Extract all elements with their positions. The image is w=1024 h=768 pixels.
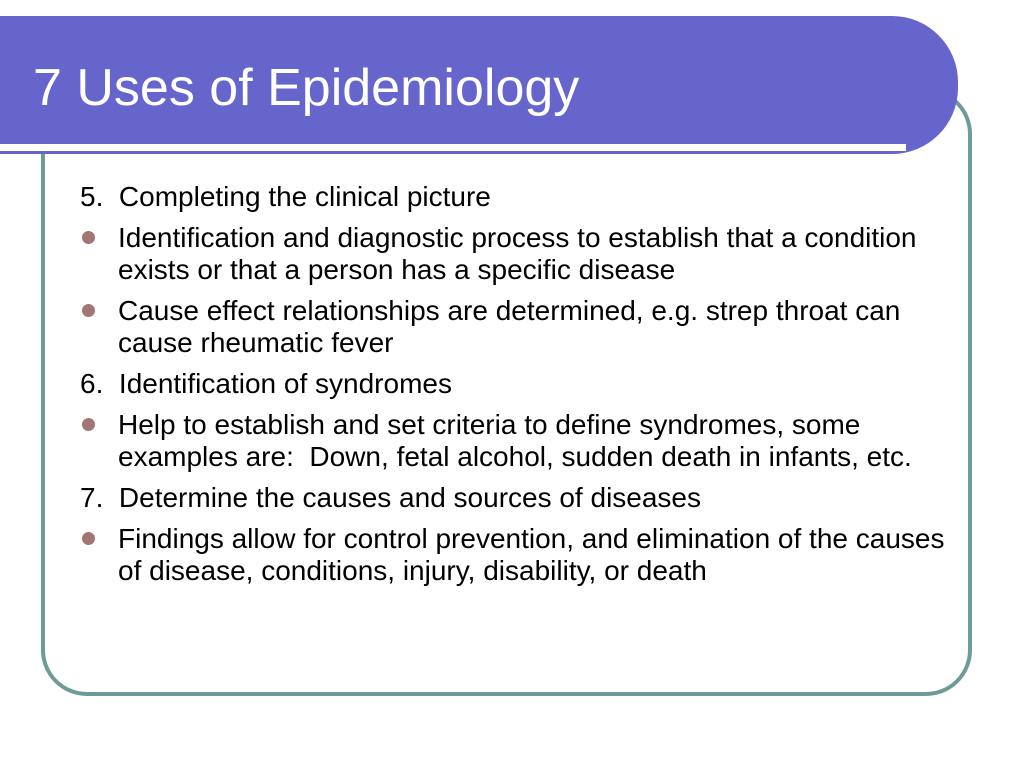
bullet-item [80, 409, 960, 473]
section-heading-6 [80, 368, 960, 400]
item-text: Findings allow for control prevention, and elimination of the causes of disease, conditions, injury, disability, or death [118, 523, 953, 586]
item-text: Help to establish and set criteria to define syndromes, some examples are: Down, fetal alcohol, sudden death in infants, etc. [118, 409, 912, 472]
bullet-dot-icon [82, 532, 95, 545]
slide-body-list [80, 181, 960, 596]
section-heading-7 [80, 482, 960, 514]
bullet-item [80, 295, 960, 359]
bullet-item [80, 222, 960, 286]
bullet-dot-icon [82, 231, 95, 244]
slide-title: 7 Uses of Epidemiology [33, 59, 580, 117]
item-text: Identification and diagnostic process to establish that a condition exists or that a person has a specific disease [118, 222, 925, 285]
item-text: Cause effect relationships are determined, e.g. strep throat can cause rheumatic fever [118, 295, 909, 358]
title-underline [0, 144, 906, 151]
bullet-dot-icon [82, 418, 95, 431]
title-bar [0, 16, 958, 154]
bullet-dot-icon [82, 304, 95, 317]
item-text: 7. Determine the causes and sources of diseases [80, 482, 702, 513]
item-text: 6. Identification of syndromes [80, 368, 452, 399]
item-text: 5. Completing the clinical picture [80, 181, 491, 212]
bullet-item [80, 523, 960, 587]
section-heading-5 [80, 181, 960, 213]
